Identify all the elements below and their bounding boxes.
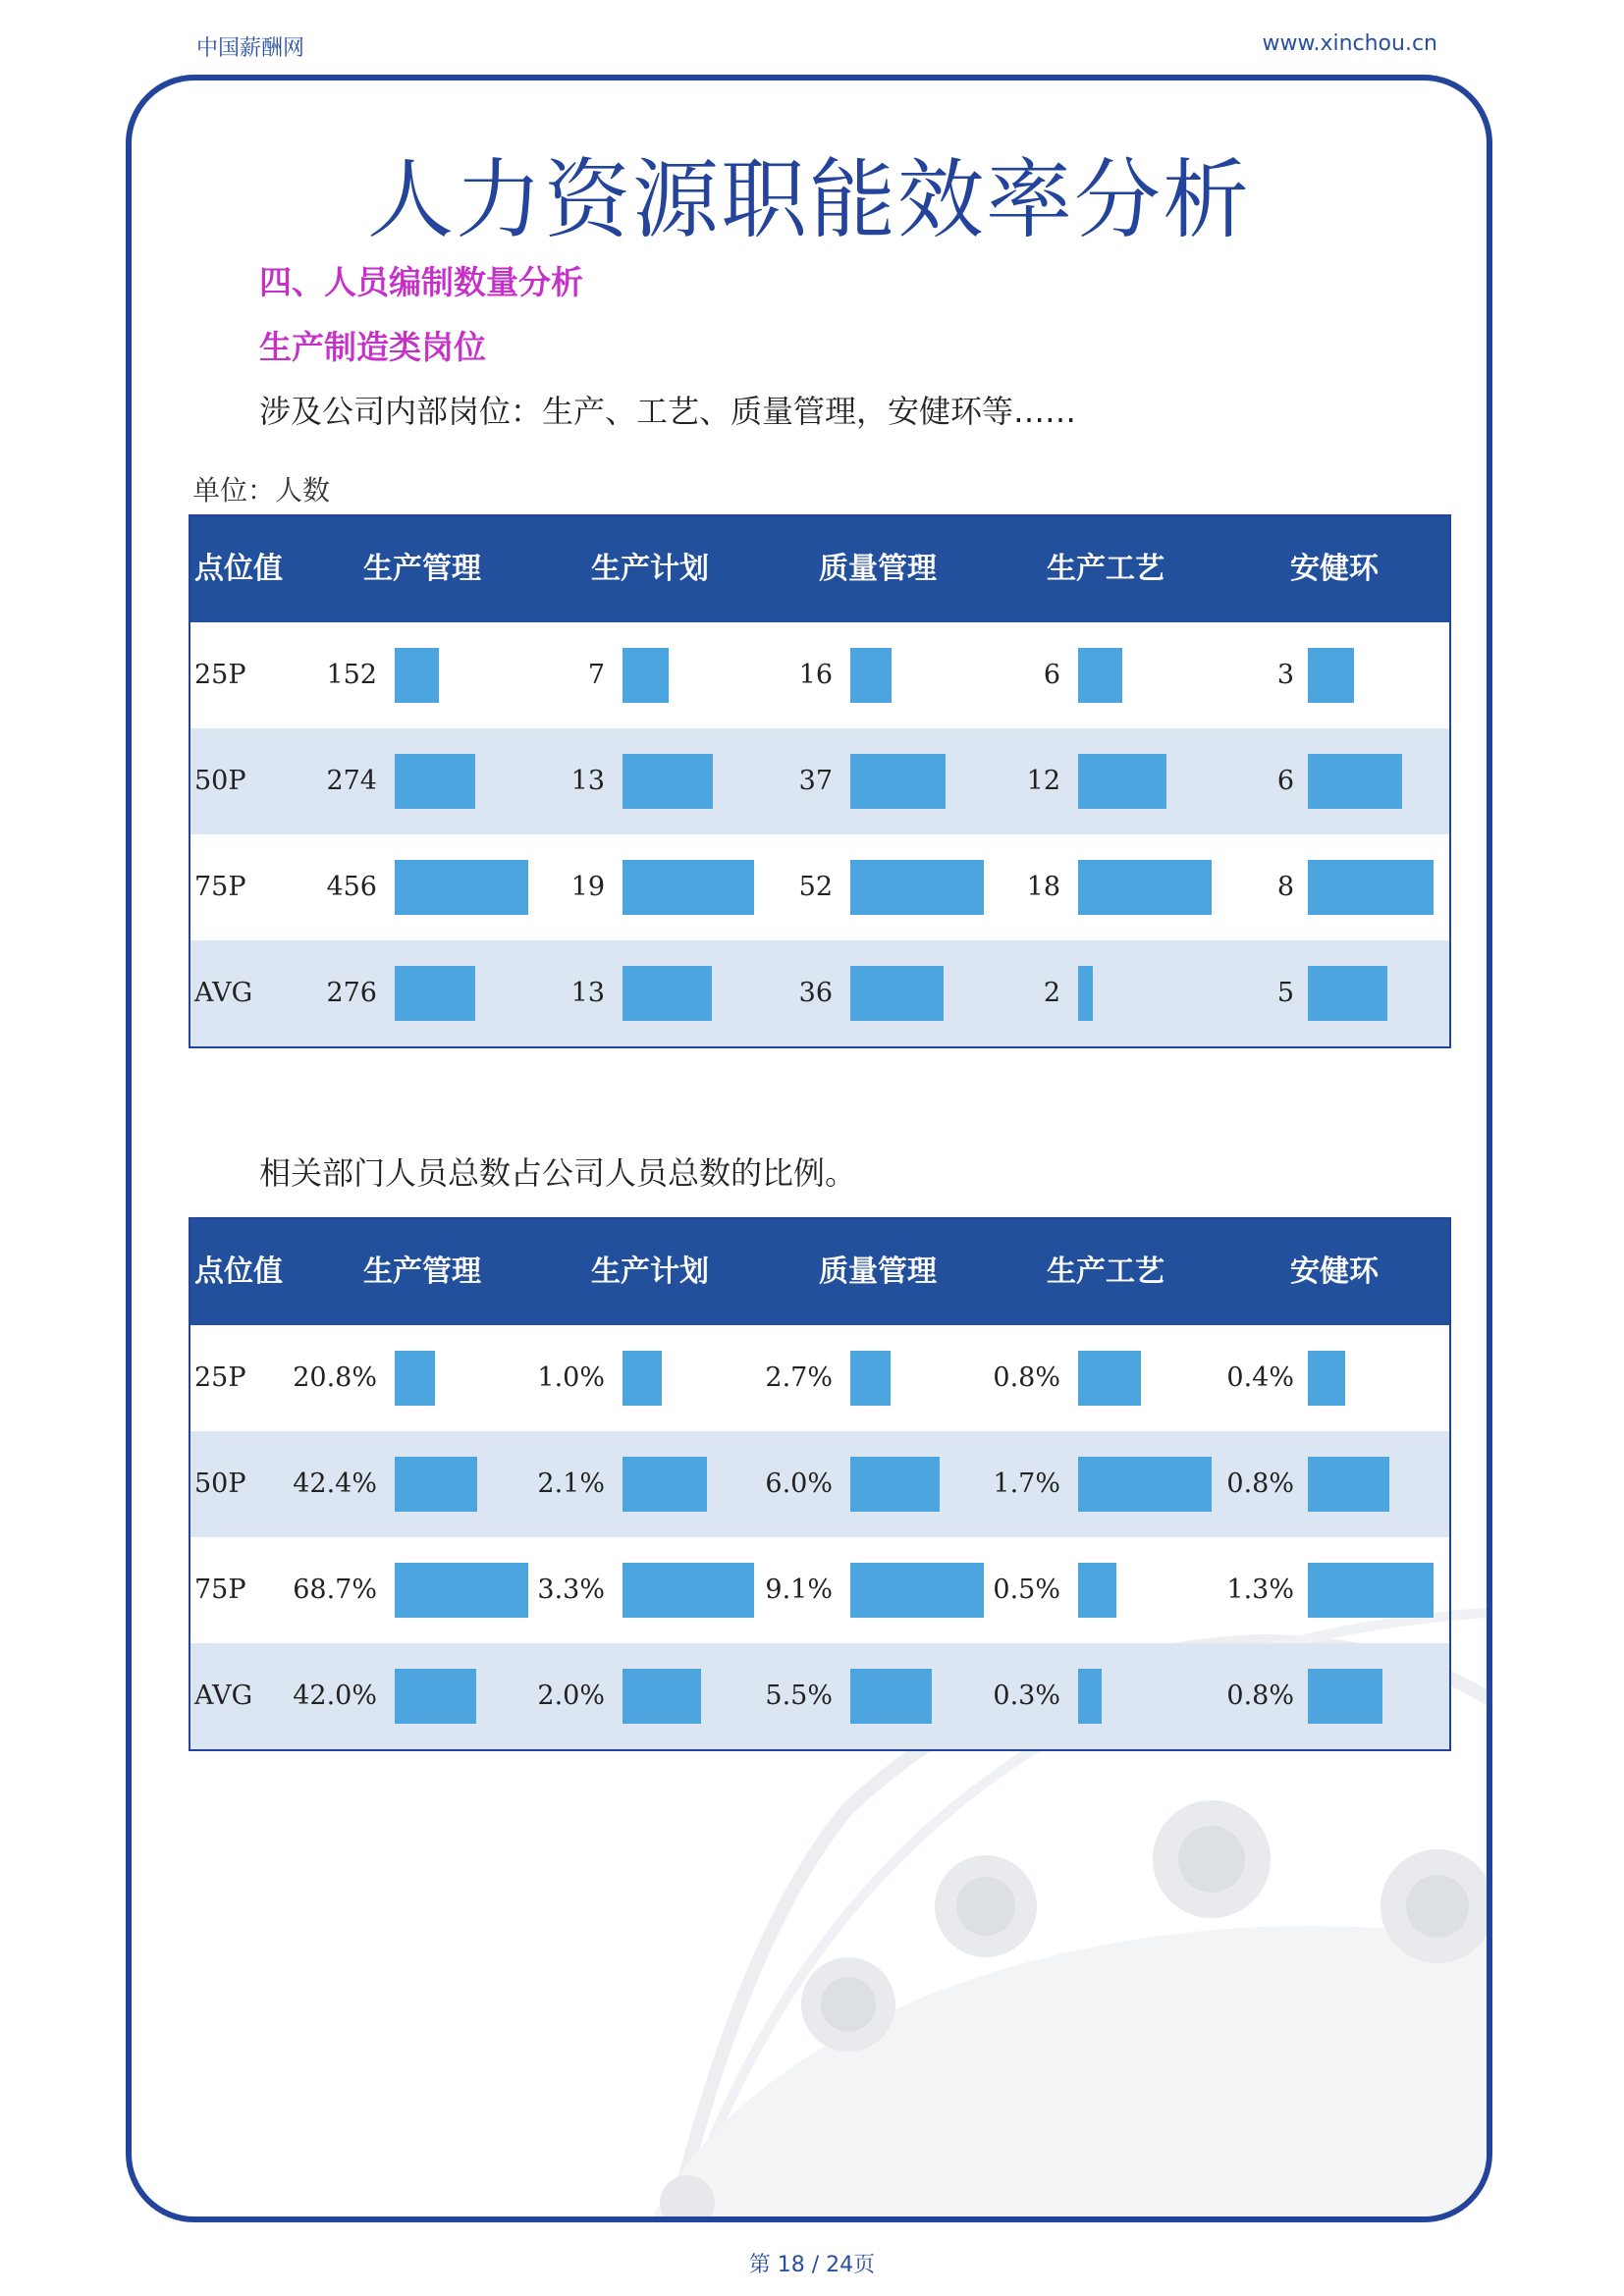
data-bar	[1078, 1351, 1141, 1406]
column-header: 生产管理	[363, 552, 481, 586]
cell-value: 3.3%	[537, 1575, 605, 1605]
cell-value: 36	[798, 978, 833, 1008]
cell-value: 456	[326, 872, 377, 902]
data-bar	[850, 648, 892, 703]
cell-value: 9.1%	[765, 1575, 833, 1605]
row-label: AVG	[194, 978, 253, 1008]
headcount-table-header	[190, 516, 1449, 622]
row-label: 25P	[194, 660, 246, 690]
data-bar	[395, 966, 475, 1021]
data-bar	[1308, 754, 1402, 809]
cell-value: 0.3%	[993, 1681, 1060, 1711]
cell-value: 0.8%	[993, 1362, 1060, 1393]
cell-value: 42.0%	[293, 1681, 377, 1711]
data-bar	[850, 1669, 932, 1724]
cell-value: 6.0%	[765, 1468, 833, 1499]
cell-value: 3	[1276, 660, 1294, 690]
data-bar	[395, 648, 439, 703]
data-bar	[623, 966, 712, 1021]
data-bar	[850, 966, 944, 1021]
table-row	[190, 1537, 1449, 1643]
cell-value: 152	[326, 660, 377, 690]
column-header: 生产工艺	[1047, 1255, 1164, 1289]
column-header: 生产计划	[591, 1255, 709, 1289]
cell-value: 1.7%	[993, 1468, 1060, 1499]
site-name: 中国薪酬网	[196, 36, 305, 61]
cell-value: 8	[1276, 872, 1294, 902]
data-bar	[623, 648, 669, 703]
column-header: 安健环	[1290, 1255, 1379, 1289]
cell-value: 2.0%	[537, 1681, 605, 1711]
unit-label: 单位：人数	[192, 474, 331, 507]
data-bar	[850, 754, 946, 809]
cell-value: 0.8%	[1226, 1681, 1294, 1711]
table-row	[190, 1643, 1449, 1749]
column-header: 点位值	[194, 1255, 283, 1289]
data-bar	[1308, 1669, 1382, 1724]
section-heading: 四、人员编制数量分析	[259, 263, 583, 301]
data-bar	[850, 1351, 891, 1406]
headcount-table	[189, 514, 1451, 1048]
page-title: 人力资源职能效率分析	[366, 149, 1251, 250]
cell-value: 7	[587, 660, 605, 690]
cell-value: 6	[1043, 660, 1060, 690]
intro-text: 涉及公司内部岗位：生产、工艺、质量管理，安健环等……	[259, 393, 1077, 430]
data-bar	[1078, 1563, 1116, 1618]
page-number: 第 18 / 24页	[748, 2253, 876, 2277]
table-row	[190, 622, 1449, 728]
cell-value: 2	[1043, 978, 1060, 1008]
cell-value: 276	[326, 978, 377, 1008]
data-bar	[1308, 648, 1354, 703]
cell-value: 5	[1276, 978, 1294, 1008]
data-bar	[1078, 754, 1166, 809]
cell-value: 52	[798, 872, 833, 902]
row-label: AVG	[194, 1681, 253, 1711]
row-label: 25P	[194, 1362, 246, 1393]
cell-value: 1.3%	[1226, 1575, 1294, 1605]
data-bar	[1078, 966, 1093, 1021]
data-bar	[623, 1457, 707, 1512]
table-row	[190, 1325, 1449, 1431]
row-label: 75P	[194, 1575, 246, 1605]
data-bar	[395, 1457, 477, 1512]
cell-value: 68.7%	[293, 1575, 377, 1605]
data-bar	[1308, 966, 1387, 1021]
column-header: 质量管理	[819, 552, 937, 586]
data-bar	[395, 1669, 476, 1724]
site-url[interactable]: www.xinchou.cn	[1262, 31, 1437, 56]
cell-value: 12	[1026, 766, 1060, 796]
data-bar	[623, 1351, 662, 1406]
ratio-table	[189, 1217, 1451, 1751]
cell-value: 42.4%	[293, 1468, 377, 1499]
cell-value: 18	[1026, 872, 1060, 902]
sub-heading: 生产制造类岗位	[259, 328, 486, 366]
column-header: 点位值	[194, 552, 283, 586]
table-row	[190, 834, 1449, 940]
data-bar	[1308, 860, 1434, 915]
cell-value: 20.8%	[293, 1362, 377, 1393]
table-row	[190, 728, 1449, 834]
row-label: 75P	[194, 872, 246, 902]
data-bar	[1308, 1351, 1345, 1406]
data-bar	[1078, 1669, 1102, 1724]
cell-value: 6	[1276, 766, 1294, 796]
column-header: 生产工艺	[1047, 552, 1164, 586]
column-header: 生产管理	[363, 1255, 481, 1289]
ratio-table-header	[190, 1219, 1449, 1325]
data-bar	[623, 1669, 701, 1724]
column-header: 生产计划	[591, 552, 709, 586]
data-bar	[1078, 648, 1122, 703]
cell-value: 13	[570, 766, 605, 796]
cell-value: 5.5%	[765, 1681, 833, 1711]
row-label: 50P	[194, 1468, 246, 1499]
cell-value: 37	[798, 766, 833, 796]
cell-value: 0.4%	[1226, 1362, 1294, 1393]
cell-value: 0.5%	[993, 1575, 1060, 1605]
data-bar	[623, 754, 713, 809]
data-bar	[395, 1351, 435, 1406]
cell-value: 16	[798, 660, 833, 690]
cell-value: 1.0%	[537, 1362, 605, 1393]
cell-value: 13	[570, 978, 605, 1008]
cell-value: 274	[326, 766, 377, 796]
table-row	[190, 940, 1449, 1046]
cell-value: 0.8%	[1226, 1468, 1294, 1499]
data-bar	[395, 754, 475, 809]
data-bar	[1308, 1563, 1434, 1618]
row-label: 50P	[194, 766, 246, 796]
table-caption: 相关部门人员总数占公司人员总数的比例。	[259, 1154, 857, 1192]
cell-value: 2.7%	[765, 1362, 833, 1393]
column-header: 质量管理	[819, 1255, 937, 1289]
cell-value: 19	[570, 872, 605, 902]
column-header: 安健环	[1290, 552, 1379, 586]
table-row	[190, 1431, 1449, 1537]
page-frame	[126, 75, 1492, 2222]
cell-value: 2.1%	[537, 1468, 605, 1499]
data-bar	[850, 1457, 940, 1512]
data-bar	[1308, 1457, 1389, 1512]
